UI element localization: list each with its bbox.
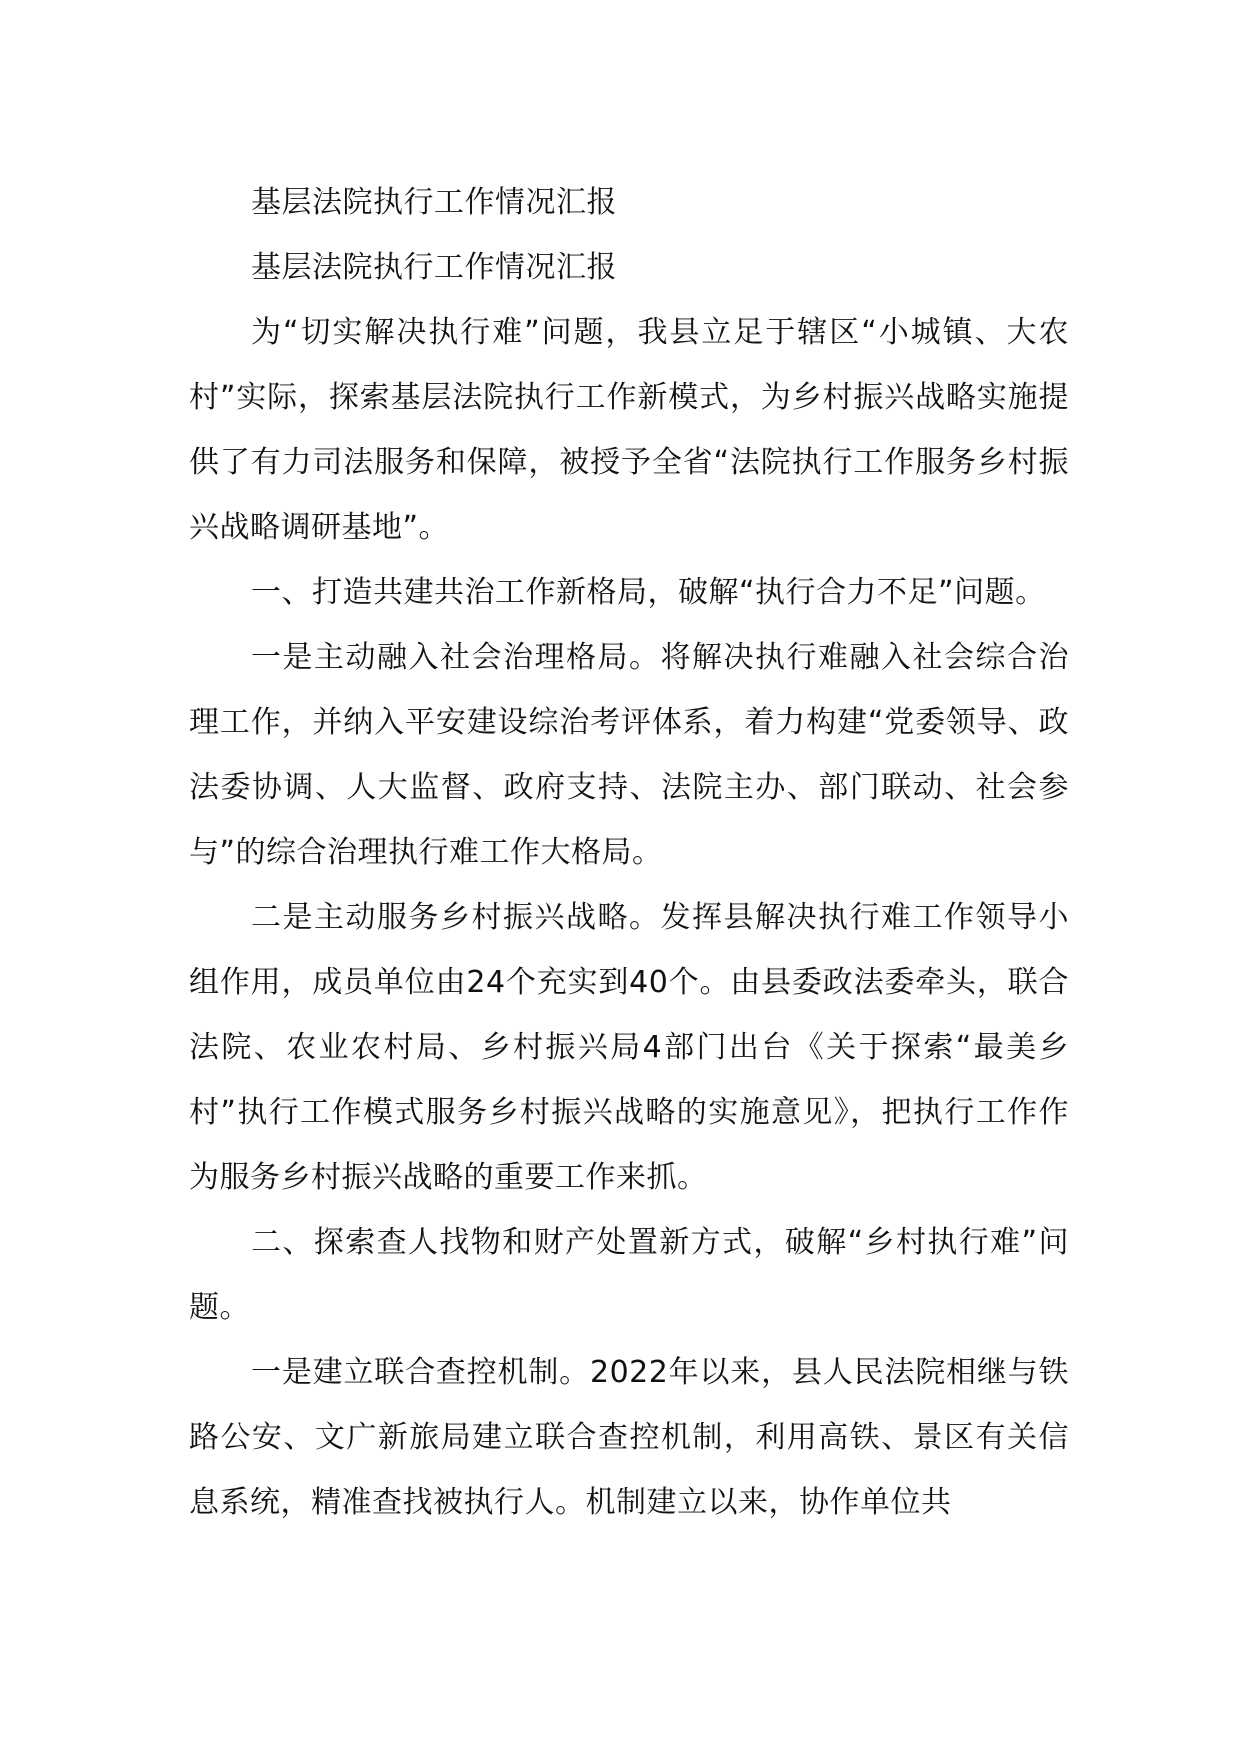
document-body <box>189 170 1069 1535</box>
document-title: 基层法院执行工作情况汇报 <box>251 185 617 220</box>
paragraph-2-1: 一是建立联合查控机制。2022年以来，县人民法院相继与铁路公安、文广新旅局建立联合查控机制，利用高铁、景区有关信息系统，精准查找被执行人。机制建立以来，协作单位共 <box>189 1355 1069 1520</box>
section-heading-2: 二、探索查人找物和财产处置新方式，破解“乡村执行难”问题。 <box>189 1225 1069 1325</box>
paragraph-intro: 为“切实解决执行难”问题，我县立足于辖区“小城镇、大农村”实际，探索基层法院执行工作新模式，为乡村振兴战略实施提供了有力司法服务和保障，被授予全省“法院执行工作服务乡村振兴战略调研基地”。 <box>189 315 1069 545</box>
section-heading-1: 一、打造共建共治工作新格局，破解“执行合力不足”问题。 <box>251 575 1046 610</box>
paragraph-1-2: 二是主动服务乡村振兴战略。发挥县解决执行难工作领导小组作用，成员单位由24个充实到40个。由县委政法委牵头，联合法院、农业农村局、乡村振兴局4部门出台《关于探索“最美乡村”执行工作模式服务乡村振兴战略的实施意见》，把执行工作作为服务乡村振兴战略的重要工作来抓。 <box>189 900 1069 1195</box>
document-subtitle: 基层法院执行工作情况汇报 <box>251 250 617 285</box>
paragraph-1-1: 一是主动融入社会治理格局。将解决执行难融入社会综合治理工作，并纳入平安建设综治考评体系，着力构建“党委领导、政法委协调、人大监督、政府支持、法院主办、部门联动、社会参与”的综合治理执行难工作大格局。 <box>189 640 1069 870</box>
